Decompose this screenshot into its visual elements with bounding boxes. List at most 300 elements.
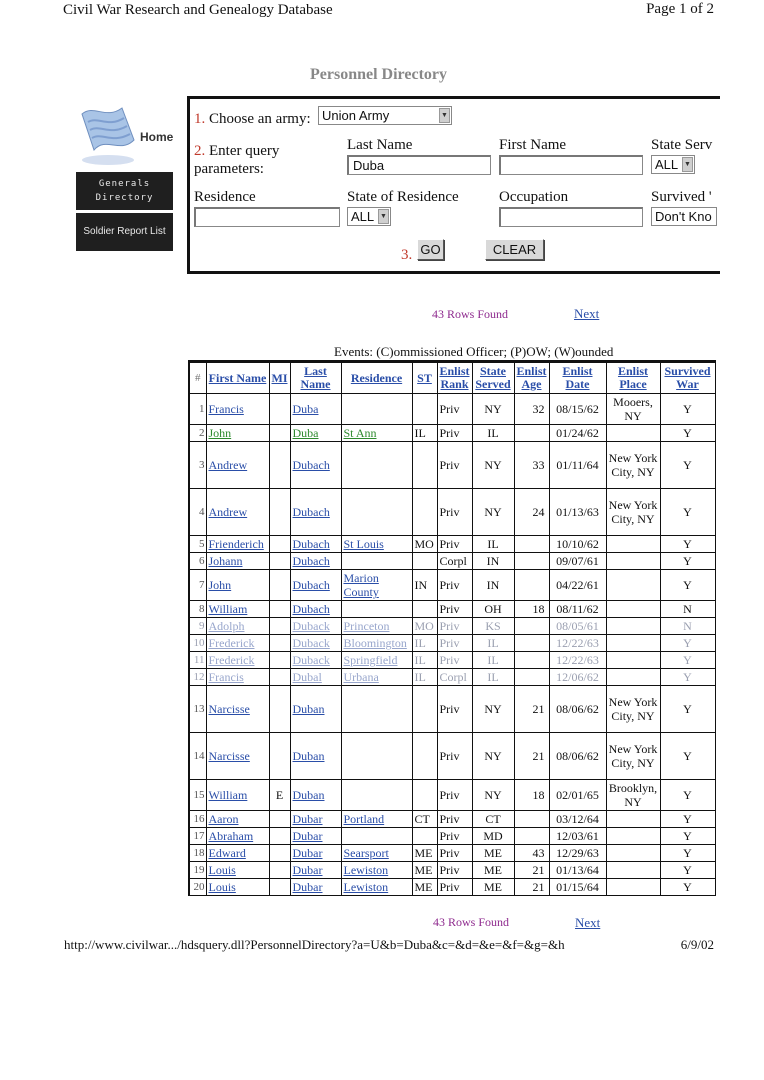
age-cell (514, 553, 549, 570)
row-number: 12 (189, 669, 206, 686)
rank-cell: Priv (437, 686, 472, 733)
st-cell: ME (412, 862, 437, 879)
rank-cell: Priv (437, 652, 472, 669)
state-cell: IL (472, 669, 514, 686)
row-number: 10 (189, 635, 206, 652)
place-cell: New York City, NY (606, 733, 660, 780)
header-survived-war[interactable]: Survived War (660, 362, 715, 394)
age-cell (514, 828, 549, 845)
date-cell: 12/06/62 (549, 669, 606, 686)
residence-cell (341, 686, 412, 733)
first-name-cell[interactable]: Edward (206, 845, 269, 862)
last-name-cell[interactable]: Dubar (290, 811, 341, 828)
st-cell (412, 489, 437, 536)
clear-button[interactable]: CLEAR (485, 239, 544, 260)
state-residence-select[interactable]: ALL ▼ (347, 207, 391, 226)
row-number: 16 (189, 811, 206, 828)
age-cell (514, 669, 549, 686)
date-cell: 12/03/61 (549, 828, 606, 845)
survived-cell: Y (660, 686, 715, 733)
residence-cell (341, 442, 412, 489)
survived-cell: Y (660, 828, 715, 845)
soldier-report-list-button[interactable]: Soldier Report List (76, 213, 173, 251)
army-select[interactable]: Union Army ▼ (318, 106, 452, 125)
first-name-cell[interactable]: Andrew (206, 442, 269, 489)
header-enlist-date[interactable]: Enlist Date (549, 362, 606, 394)
mi-cell (269, 425, 290, 442)
header-st[interactable]: ST (412, 362, 437, 394)
place-cell (606, 618, 660, 635)
survived-cell: Y (660, 442, 715, 489)
place-cell: New York City, NY (606, 489, 660, 536)
dropdown-arrow-icon: ▼ (682, 157, 693, 172)
last-name-cell[interactable]: Duban (290, 733, 341, 780)
st-cell (412, 442, 437, 489)
table-row (189, 442, 715, 489)
st-cell (412, 601, 437, 618)
rank-cell: Priv (437, 780, 472, 811)
last-name-cell[interactable]: Dubach (290, 442, 341, 489)
survived-label: Survived ' (651, 189, 712, 205)
place-cell: New York City, NY (606, 442, 660, 489)
st-cell: CT (412, 811, 437, 828)
state-cell: CT (472, 811, 514, 828)
age-cell (514, 570, 549, 601)
survived-select[interactable]: Don't Kno (651, 207, 717, 226)
date-cell: 01/13/63 (549, 489, 606, 536)
survived-cell: Y (660, 811, 715, 828)
table-row (189, 780, 715, 811)
table-row (189, 669, 715, 686)
first-name-cell[interactable]: Frederick (206, 635, 269, 652)
state-cell: IN (472, 553, 514, 570)
row-number: 7 (189, 570, 206, 601)
st-cell: ME (412, 845, 437, 862)
last-name-cell[interactable]: Dubach (290, 570, 341, 601)
table-row (189, 635, 715, 652)
date-cell: 01/13/64 (549, 862, 606, 879)
first-name-cell[interactable]: Frienderich (206, 536, 269, 553)
st-cell (412, 828, 437, 845)
survived-cell: Y (660, 845, 715, 862)
survived-cell: Y (660, 635, 715, 652)
survived-cell: Y (660, 425, 715, 442)
residence-cell[interactable]: Urbana (341, 669, 412, 686)
first-name-cell[interactable]: Francis (206, 669, 269, 686)
mi-cell (269, 811, 290, 828)
table-row (189, 394, 715, 425)
survived-cell: Y (660, 652, 715, 669)
st-cell: MO (412, 618, 437, 635)
residence-cell[interactable]: Searsport (341, 845, 412, 862)
date-cell: 04/22/61 (549, 570, 606, 601)
age-cell: 21 (514, 686, 549, 733)
date-cell: 08/15/62 (549, 394, 606, 425)
flag-logo-icon[interactable] (76, 100, 140, 168)
place-cell: Mooers, NY (606, 394, 660, 425)
row-number: 9 (189, 618, 206, 635)
results-table (188, 360, 716, 896)
rank-cell: Priv (437, 862, 472, 879)
last-name-cell[interactable]: Dubach (290, 553, 341, 570)
first-name-cell[interactable]: Francis (206, 394, 269, 425)
row-number: 19 (189, 862, 206, 879)
survived-cell: N (660, 618, 715, 635)
state-served-select[interactable]: ALL ▼ (651, 155, 695, 174)
st-cell: MO (412, 536, 437, 553)
first-name-cell[interactable]: Frederick (206, 652, 269, 669)
state-cell: ME (472, 845, 514, 862)
residence-cell[interactable]: Lewiston (341, 862, 412, 879)
first-name-cell[interactable]: Narcisse (206, 733, 269, 780)
document-title: Civil War Research and Genealogy Database (63, 2, 333, 18)
place-cell (606, 879, 660, 896)
mi-cell (269, 862, 290, 879)
last-name-cell[interactable]: Dubach (290, 489, 341, 536)
mi-cell (269, 845, 290, 862)
last-name-cell[interactable]: Dubar (290, 862, 341, 879)
st-cell: IL (412, 425, 437, 442)
occupation-label: Occupation (499, 189, 569, 205)
row-number: 6 (189, 553, 206, 570)
date-cell: 12/22/63 (549, 635, 606, 652)
survived-cell: Y (660, 733, 715, 780)
row-number: 14 (189, 733, 206, 780)
st-cell: IL (412, 669, 437, 686)
last-name-input[interactable]: Duba (347, 155, 491, 175)
footer-url: http://www.civilwar.../hdsquery.dll?PersonnelDirectory?a=U&b=Duba&c=&d=&e=&f=&g=&h (64, 937, 565, 952)
header-mi[interactable]: MI (269, 362, 290, 394)
events-legend: Events: (C)ommissioned Officer; (P)OW; (W)ounded (334, 344, 614, 359)
table-row (189, 570, 715, 601)
survived-cell: N (660, 601, 715, 618)
residence-cell[interactable]: Lewiston (341, 879, 412, 896)
home-link[interactable]: Home (140, 130, 174, 144)
page-title: Personnel Directory (310, 66, 447, 83)
table-row (189, 879, 715, 896)
step1-label: 1. Choose an army: (194, 111, 311, 127)
date-cell: 08/05/61 (549, 618, 606, 635)
table-row (189, 828, 715, 845)
last-name-cell[interactable]: Dubar (290, 845, 341, 862)
survived-cell: Y (660, 394, 715, 425)
survived-cell: Y (660, 570, 715, 601)
first-name-cell[interactable]: Adolph (206, 618, 269, 635)
table-header-row (189, 362, 715, 394)
header-state-served[interactable]: State Served (472, 362, 514, 394)
state-cell: ME (472, 879, 514, 896)
first-name-cell[interactable]: Narcisse (206, 686, 269, 733)
last-name-cell[interactable]: Duback (290, 652, 341, 669)
last-name-cell[interactable]: Duban (290, 780, 341, 811)
date-cell: 08/11/62 (549, 601, 606, 618)
place-cell (606, 635, 660, 652)
last-name-cell[interactable]: Dubach (290, 536, 341, 553)
date-cell: 12/22/63 (549, 652, 606, 669)
table-row (189, 536, 715, 553)
age-cell (514, 618, 549, 635)
first-name-cell[interactable]: William (206, 601, 269, 618)
state-cell: NY (472, 489, 514, 536)
mi-cell (269, 394, 290, 425)
rank-cell: Priv (437, 733, 472, 780)
residence-label: Residence (194, 189, 256, 205)
rank-cell: Priv (437, 879, 472, 896)
last-name-cell[interactable]: Duban (290, 686, 341, 733)
residence-cell (341, 780, 412, 811)
place-cell: New York City, NY (606, 686, 660, 733)
date-cell: 08/06/62 (549, 733, 606, 780)
rank-cell: Priv (437, 845, 472, 862)
last-name-cell[interactable]: Dubach (290, 601, 341, 618)
last-name-cell[interactable]: Duback (290, 618, 341, 635)
row-number: 5 (189, 536, 206, 553)
age-cell: 21 (514, 879, 549, 896)
table-body (189, 394, 715, 896)
residence-cell (341, 601, 412, 618)
mi-cell (269, 828, 290, 845)
st-cell: IN (412, 570, 437, 601)
st-cell (412, 733, 437, 780)
age-cell (514, 425, 549, 442)
age-cell (514, 811, 549, 828)
last-name-cell[interactable]: Dubal (290, 669, 341, 686)
age-cell: 21 (514, 862, 549, 879)
next-link-top[interactable]: Next (574, 306, 600, 321)
mi-cell (269, 652, 290, 669)
state-cell: NY (472, 733, 514, 780)
residence-cell[interactable]: Portland (341, 811, 412, 828)
dropdown-arrow-icon: ▼ (439, 108, 450, 123)
step2-label: 2. Enter query parameters: (194, 143, 280, 177)
age-cell: 33 (514, 442, 549, 489)
residence-cell[interactable]: St Louis (341, 536, 412, 553)
row-number: 3 (189, 442, 206, 489)
date-cell: 08/06/62 (549, 686, 606, 733)
rank-cell: Priv (437, 425, 472, 442)
date-cell: 12/29/63 (549, 845, 606, 862)
row-number: 17 (189, 828, 206, 845)
age-cell (514, 635, 549, 652)
survived-cell: Y (660, 536, 715, 553)
residence-cell[interactable]: St Ann (341, 425, 412, 442)
age-cell: 21 (514, 733, 549, 780)
first-name-cell[interactable]: Johann (206, 553, 269, 570)
mi-cell (269, 635, 290, 652)
last-name-cell[interactable]: Duba (290, 394, 341, 425)
residence-cell[interactable]: Princeton (341, 618, 412, 635)
row-number: 13 (189, 686, 206, 733)
survived-cell: Y (660, 862, 715, 879)
step3-label: 3. (401, 247, 413, 263)
survived-cell: Y (660, 879, 715, 896)
age-cell: 43 (514, 845, 549, 862)
header-enlist-place[interactable]: Enlist Place (606, 362, 660, 394)
place-cell (606, 536, 660, 553)
age-cell: 32 (514, 394, 549, 425)
last-name-cell[interactable]: Duba (290, 425, 341, 442)
st-cell (412, 553, 437, 570)
rank-cell: Priv (437, 536, 472, 553)
survived-cell: Y (660, 489, 715, 536)
dropdown-arrow-icon: ▼ (378, 209, 389, 224)
rank-cell: Priv (437, 442, 472, 489)
mi-cell (269, 570, 290, 601)
state-cell: IL (472, 425, 514, 442)
generals-directory-button[interactable]: Generals Directory (76, 172, 173, 210)
query-form (187, 96, 720, 274)
first-name-input[interactable] (499, 155, 643, 175)
st-cell: ME (412, 879, 437, 896)
rank-cell: Priv (437, 811, 472, 828)
rank-cell: Priv (437, 635, 472, 652)
mi-cell (269, 601, 290, 618)
mi-cell (269, 669, 290, 686)
first-name-cell[interactable]: John (206, 425, 269, 442)
next-link-bottom[interactable]: Next (575, 915, 601, 930)
residence-cell[interactable]: Springfield (341, 652, 412, 669)
rows-found-bottom: 43 Rows Found (433, 915, 510, 929)
go-button[interactable]: GO (417, 239, 444, 260)
occupation-input[interactable] (499, 207, 643, 227)
mi-cell (269, 733, 290, 780)
date-cell: 01/11/64 (549, 442, 606, 489)
table-row (189, 601, 715, 618)
header-last-name[interactable]: Last Name (290, 362, 341, 394)
place-cell (606, 845, 660, 862)
residence-input[interactable] (194, 207, 340, 227)
footer-date: 6/9/02 (680, 937, 714, 952)
st-cell (412, 394, 437, 425)
date-cell: 10/10/62 (549, 536, 606, 553)
age-cell (514, 536, 549, 553)
residence-cell (341, 553, 412, 570)
mi-cell (269, 618, 290, 635)
first-name-cell[interactable]: Andrew (206, 489, 269, 536)
table-row (189, 425, 715, 442)
mi-cell (269, 553, 290, 570)
row-number: 11 (189, 652, 206, 669)
rank-cell: Corpl (437, 553, 472, 570)
place-cell (606, 828, 660, 845)
state-cell: OH (472, 601, 514, 618)
state-cell: NY (472, 394, 514, 425)
row-number: 4 (189, 489, 206, 536)
row-number: 20 (189, 879, 206, 896)
header-first-name[interactable]: First Name (206, 362, 269, 394)
place-cell (606, 652, 660, 669)
residence-cell (341, 733, 412, 780)
rank-cell: Corpl (437, 669, 472, 686)
header-enlist-age[interactable]: Enlist Age (514, 362, 549, 394)
header-residence[interactable]: Residence (341, 362, 412, 394)
age-cell: 24 (514, 489, 549, 536)
place-cell (606, 553, 660, 570)
state-cell: NY (472, 686, 514, 733)
state-cell: IN (472, 570, 514, 601)
last-name-cell[interactable]: Dubar (290, 828, 341, 845)
mi-cell (269, 442, 290, 489)
table-row (189, 686, 715, 733)
table-row (189, 811, 715, 828)
rows-found-top: 43 Rows Found (432, 307, 509, 321)
st-cell (412, 780, 437, 811)
state-cell: NY (472, 442, 514, 489)
rank-cell: Priv (437, 601, 472, 618)
first-name-cell[interactable]: John (206, 570, 269, 601)
st-cell (412, 686, 437, 733)
place-cell (606, 601, 660, 618)
last-name-cell[interactable]: Duback (290, 635, 341, 652)
row-number: 2 (189, 425, 206, 442)
row-number: 8 (189, 601, 206, 618)
state-cell: ME (472, 862, 514, 879)
last-name-cell[interactable]: Dubar (290, 879, 341, 896)
first-name-cell[interactable]: William (206, 780, 269, 811)
rank-cell: Priv (437, 489, 472, 536)
table-row (189, 845, 715, 862)
state-cell: IL (472, 536, 514, 553)
mi-cell (269, 686, 290, 733)
first-name-cell[interactable]: Abraham (206, 828, 269, 845)
header-index: # (189, 362, 206, 394)
place-cell: Brooklyn, NY (606, 780, 660, 811)
survived-cell: Y (660, 669, 715, 686)
age-cell: 18 (514, 780, 549, 811)
survived-cell: Y (660, 780, 715, 811)
date-cell: 01/24/62 (549, 425, 606, 442)
first-name-cell[interactable]: Louis (206, 879, 269, 896)
place-cell (606, 811, 660, 828)
residence-cell[interactable]: Marion County (341, 570, 412, 601)
table-row (189, 652, 715, 669)
rank-cell: Priv (437, 570, 472, 601)
header-enlist-rank[interactable]: Enlist Rank (437, 362, 472, 394)
state-cell: KS (472, 618, 514, 635)
survived-cell: Y (660, 553, 715, 570)
date-cell: 03/12/64 (549, 811, 606, 828)
table-row (189, 553, 715, 570)
table-row (189, 733, 715, 780)
table-row (189, 862, 715, 879)
age-cell (514, 652, 549, 669)
st-cell: IL (412, 635, 437, 652)
state-residence-label: State of Residence (347, 189, 459, 205)
residence-cell (341, 394, 412, 425)
state-served-label: State Serv (651, 137, 713, 153)
rank-cell: Priv (437, 828, 472, 845)
table-row (189, 489, 715, 536)
place-cell (606, 425, 660, 442)
place-cell (606, 570, 660, 601)
table-row (189, 618, 715, 635)
residence-cell[interactable]: Bloomington (341, 635, 412, 652)
mi-cell (269, 879, 290, 896)
row-number: 1 (189, 394, 206, 425)
state-cell: IL (472, 652, 514, 669)
state-cell: IL (472, 635, 514, 652)
mi-cell (269, 536, 290, 553)
last-name-label: Last Name (347, 137, 413, 153)
row-number: 18 (189, 845, 206, 862)
first-name-cell[interactable]: Aaron (206, 811, 269, 828)
place-cell (606, 862, 660, 879)
first-name-cell[interactable]: Louis (206, 862, 269, 879)
state-cell: MD (472, 828, 514, 845)
page-number: Page 1 of 2 (646, 1, 714, 17)
age-cell: 18 (514, 601, 549, 618)
residence-cell (341, 489, 412, 536)
